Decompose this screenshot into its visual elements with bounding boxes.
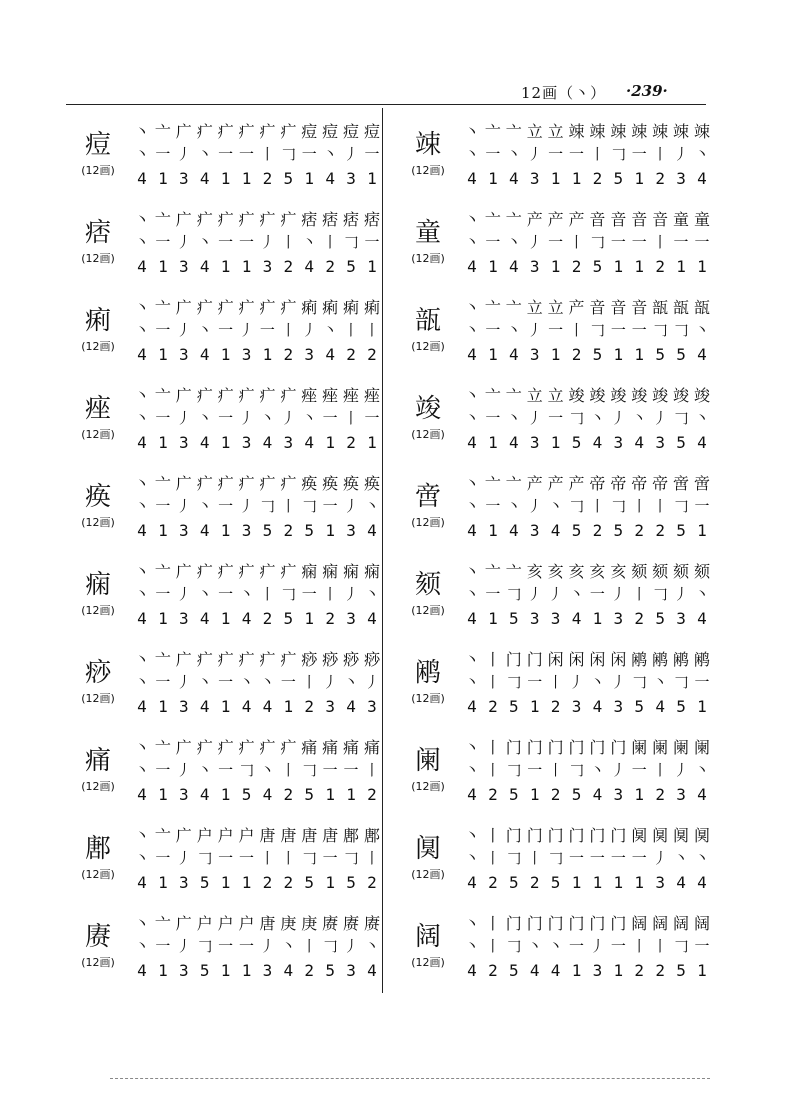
stroke-sequence: 丶 一 丶 丿 一 𠃌 丶 丿 丶 丿 𠃌 丶 <box>464 409 710 427</box>
stroke-progression: 丶 亠 亠 立 立 产 音 音 音 瓿 瓿 瓿 <box>463 298 710 317</box>
entry-character: 痘 <box>84 130 111 160</box>
entry-character: 童 <box>414 218 441 248</box>
stroke-sequence: 丶 一 丿 丶 一 丿 一 丨 丿 丶 丨 丨 <box>134 321 380 339</box>
stroke-count-label: (12画) <box>411 252 445 265</box>
dictionary-entry <box>70 464 380 550</box>
dictionary-entry <box>400 376 710 462</box>
stroke-progression: 丶 亠 广 疒 疒 疒 疒 疒 痛 痛 痛 痛 <box>133 738 380 757</box>
dictionary-entry <box>70 728 380 814</box>
dictionary-entry <box>70 640 380 726</box>
entry-character: 阔 <box>414 922 441 952</box>
page-number: ·239· <box>626 82 668 100</box>
stroke-sequence: 丶 一 丿 丶 一 一 丿 丨 丶 丨 𠃌 一 <box>134 233 380 251</box>
stroke-sequence: 丶 一 丶 丿 一 丨 𠃌 一 一 丨 一 一 <box>464 233 710 251</box>
stroke-codes: 4 1 4 3 1 5 4 3 4 3 5 4 <box>467 433 707 452</box>
stroke-codes: 4 2 5 1 2 5 4 3 1 2 3 4 <box>467 785 707 804</box>
stroke-count-label: (12画) <box>81 780 115 793</box>
stroke-codes: 4 1 3 4 1 5 4 2 5 1 1 2 <box>137 785 377 804</box>
dictionary-entry <box>70 200 380 286</box>
stroke-count-label: (12画) <box>411 692 445 705</box>
stroke-count-label: (12画) <box>411 604 445 617</box>
stroke-codes: 4 1 4 3 1 1 2 5 1 2 3 4 <box>467 169 707 188</box>
entry-character: 鄌 <box>84 834 111 864</box>
stroke-sequence: 丶 一 丿 丶 一 丿 𠃌 丨 𠃌 一 丿 丶 <box>134 497 380 515</box>
entry-character: 瓿 <box>414 306 441 336</box>
stroke-codes: 4 1 3 4 1 4 2 5 1 2 3 4 <box>137 609 377 628</box>
entry-character: 痢 <box>84 306 111 336</box>
stroke-sequence: 丶 一 丿 丶 一 丶 丶 一 丨 丿 丶 丿 <box>134 673 380 691</box>
entry-character: 痪 <box>84 482 111 512</box>
footer-rule <box>110 1078 710 1079</box>
entry-character: 痤 <box>84 394 111 424</box>
stroke-count-label: (12画) <box>411 516 445 529</box>
stroke-count-label: (12画) <box>81 516 115 529</box>
entry-character: 阑 <box>414 746 441 776</box>
dictionary-entry <box>70 376 380 462</box>
stroke-sequence: 丶 一 丿 丶 一 𠃌 丶 丨 𠃌 一 一 丨 <box>134 761 380 779</box>
entry-character: 啻 <box>414 482 441 512</box>
dictionary-entry <box>400 552 710 638</box>
stroke-count-label: (12画) <box>81 428 115 441</box>
dictionary-entry <box>70 552 380 638</box>
stroke-sequence: 丶 丨 𠃌 丶 丶 一 丿 一 丨 丨 𠃌 一 <box>464 937 710 955</box>
stroke-progression: 丶 亠 亠 产 产 产 帝 帝 帝 帝 啻 啻 <box>463 474 710 493</box>
stroke-progression: 丶 亠 亠 产 产 产 音 音 音 音 童 童 <box>463 210 710 229</box>
stroke-sequence: 丶 一 丶 丿 一 一 丨 𠃌 一 丨 丿 丶 <box>464 145 710 163</box>
entry-character: 痛 <box>84 746 111 776</box>
entry-character: 颏 <box>414 570 441 600</box>
stroke-codes: 4 1 3 5 1 1 2 2 5 1 5 2 <box>137 873 377 892</box>
stroke-count-label: (12画) <box>81 340 115 353</box>
stroke-count-label: (12画) <box>411 956 445 969</box>
dictionary-entry <box>70 112 380 198</box>
entry-character: 痫 <box>84 570 111 600</box>
stroke-progression: 丶 亠 亠 立 立 竣 竣 竣 竣 竣 竣 竣 <box>463 386 710 405</box>
stroke-count-label: (12画) <box>81 956 115 969</box>
entry-character: 赓 <box>84 922 111 952</box>
stroke-progression: 丶 丨 门 门 门 门 门 门 阑 阑 阑 阑 <box>463 738 710 757</box>
stroke-sequence: 丶 一 丿 丶 一 丶 丨 𠃌 一 丨 丿 丶 <box>134 585 380 603</box>
dictionary-entry <box>400 728 710 814</box>
dictionary-entry <box>70 904 380 990</box>
entry-character: 阒 <box>414 834 441 864</box>
stroke-sequence: 丶 丨 𠃌 丨 𠃌 一 一 一 一 丿 丶 丶 <box>464 849 710 867</box>
stroke-codes: 4 1 4 3 1 2 5 1 1 2 1 1 <box>467 257 707 276</box>
stroke-progression: 丶 亠 广 疒 疒 疒 疒 疒 痧 痧 痧 痧 <box>133 650 380 669</box>
stroke-count-label: (12画) <box>81 868 115 881</box>
stroke-sequence: 丶 丨 𠃌 一 丨 𠃌 丶 丿 一 丨 丿 丶 <box>464 761 710 779</box>
stroke-progression: 丶 亠 广 疒 疒 疒 疒 疒 痢 痢 痢 痢 <box>133 298 380 317</box>
stroke-count-label: (12画) <box>411 340 445 353</box>
entry-character: 痞 <box>84 218 111 248</box>
entry-character: 竦 <box>414 130 441 160</box>
stroke-codes: 4 1 4 3 1 2 5 1 1 5 5 4 <box>467 345 707 364</box>
dictionary-entry <box>400 288 710 374</box>
dictionary-entry <box>400 200 710 286</box>
header-rule <box>66 104 706 105</box>
stroke-codes: 4 2 5 1 2 3 4 3 5 4 5 1 <box>467 697 707 716</box>
stroke-codes: 4 1 3 4 1 3 1 2 3 4 2 2 <box>137 345 377 364</box>
entry-character: 竣 <box>414 394 441 424</box>
dictionary-entry <box>400 640 710 726</box>
entry-character: 鹇 <box>414 658 441 688</box>
stroke-progression: 丶 亠 广 户 户 户 唐 唐 唐 唐 鄌 鄌 <box>133 826 380 845</box>
stroke-progression: 丶 亠 广 疒 疒 疒 疒 疒 痤 痤 痤 痤 <box>133 386 380 405</box>
stroke-progression: 丶 亠 广 疒 疒 疒 疒 疒 痞 痞 痞 痞 <box>133 210 380 229</box>
dictionary-entry <box>70 816 380 902</box>
stroke-codes: 4 1 3 4 1 1 2 5 1 4 3 1 <box>137 169 377 188</box>
dictionary-entry <box>400 904 710 990</box>
stroke-sequence: 丶 一 丿 𠃌 一 一 丿 丶 丨 𠃌 丿 丶 <box>134 937 380 955</box>
stroke-codes: 4 1 5 3 3 4 1 3 2 5 3 4 <box>467 609 707 628</box>
stroke-progression: 丶 亠 广 户 户 户 唐 庚 庚 赓 赓 赓 <box>133 914 380 933</box>
stroke-progression: 丶 亠 亠 立 立 竦 竦 竦 竦 竦 竦 竦 <box>463 122 710 141</box>
stroke-codes: 4 1 3 5 1 1 3 4 2 5 3 4 <box>137 961 377 980</box>
section-label: 12画（丶） <box>521 84 607 102</box>
stroke-count-label: (12画) <box>411 780 445 793</box>
stroke-codes: 4 2 5 4 4 1 3 1 2 2 5 1 <box>467 961 707 980</box>
stroke-progression: 丶 丨 门 门 门 门 门 门 阒 阒 阒 阒 <box>463 826 710 845</box>
stroke-count-label: (12画) <box>81 252 115 265</box>
stroke-sequence: 丶 一 丿 丶 一 一 丨 𠃌 一 丶 丿 一 <box>134 145 380 163</box>
stroke-progression: 丶 亠 广 疒 疒 疒 疒 疒 痪 痪 痪 痪 <box>133 474 380 493</box>
dictionary-entry <box>400 816 710 902</box>
stroke-progression: 丶 亠 广 疒 疒 疒 疒 疒 痘 痘 痘 痘 <box>133 122 380 141</box>
stroke-sequence: 丶 一 丿 𠃌 一 一 丨 丨 𠃌 一 𠃌 丨 <box>134 849 380 867</box>
stroke-codes: 4 1 3 4 1 4 4 1 2 3 4 3 <box>137 697 377 716</box>
stroke-codes: 4 1 4 3 4 5 2 5 2 2 5 1 <box>467 521 707 540</box>
stroke-sequence: 丶 丨 𠃌 一 丨 丿 丶 丿 𠃌 丶 𠃌 一 <box>464 673 710 691</box>
page-header <box>66 80 706 104</box>
stroke-count-label: (12画) <box>411 164 445 177</box>
stroke-codes: 4 1 3 4 1 1 3 2 4 2 5 1 <box>137 257 377 276</box>
stroke-sequence: 丶 一 丶 丿 一 丨 𠃌 一 一 𠃌 𠃌 丶 <box>464 321 710 339</box>
column-divider <box>382 108 383 993</box>
stroke-codes: 4 1 3 4 1 3 5 2 5 1 3 4 <box>137 521 377 540</box>
stroke-count-label: (12画) <box>81 692 115 705</box>
entry-character: 痧 <box>84 658 111 688</box>
stroke-sequence: 丶 一 丿 丶 一 丿 丶 丿 丶 一 丨 一 <box>134 409 380 427</box>
stroke-codes: 4 2 5 2 5 1 1 1 1 3 4 4 <box>467 873 707 892</box>
dictionary-entry <box>70 288 380 374</box>
stroke-progression: 丶 丨 门 门 门 门 门 门 阔 阔 阔 阔 <box>463 914 710 933</box>
stroke-count-label: (12画) <box>411 428 445 441</box>
stroke-progression: 丶 亠 广 疒 疒 疒 疒 疒 痫 痫 痫 痫 <box>133 562 380 581</box>
stroke-sequence: 丶 一 𠃌 丿 丿 丶 一 丿 丨 𠃌 丿 丶 <box>464 585 710 603</box>
dictionary-entry <box>400 112 710 198</box>
stroke-count-label: (12画) <box>411 868 445 881</box>
stroke-progression: 丶 丨 门 门 闲 闲 闲 闲 鹇 鹇 鹇 鹇 <box>463 650 710 669</box>
stroke-count-label: (12画) <box>81 604 115 617</box>
dictionary-entry <box>400 464 710 550</box>
stroke-codes: 4 1 3 4 1 3 4 3 4 1 2 1 <box>137 433 377 452</box>
stroke-progression: 丶 亠 亠 亥 亥 亥 亥 亥 颏 颏 颏 颏 <box>463 562 710 581</box>
stroke-sequence: 丶 一 丶 丿 丶 𠃌 丨 𠃌 丨 丨 𠃌 一 <box>464 497 710 515</box>
stroke-count-label: (12画) <box>81 164 115 177</box>
